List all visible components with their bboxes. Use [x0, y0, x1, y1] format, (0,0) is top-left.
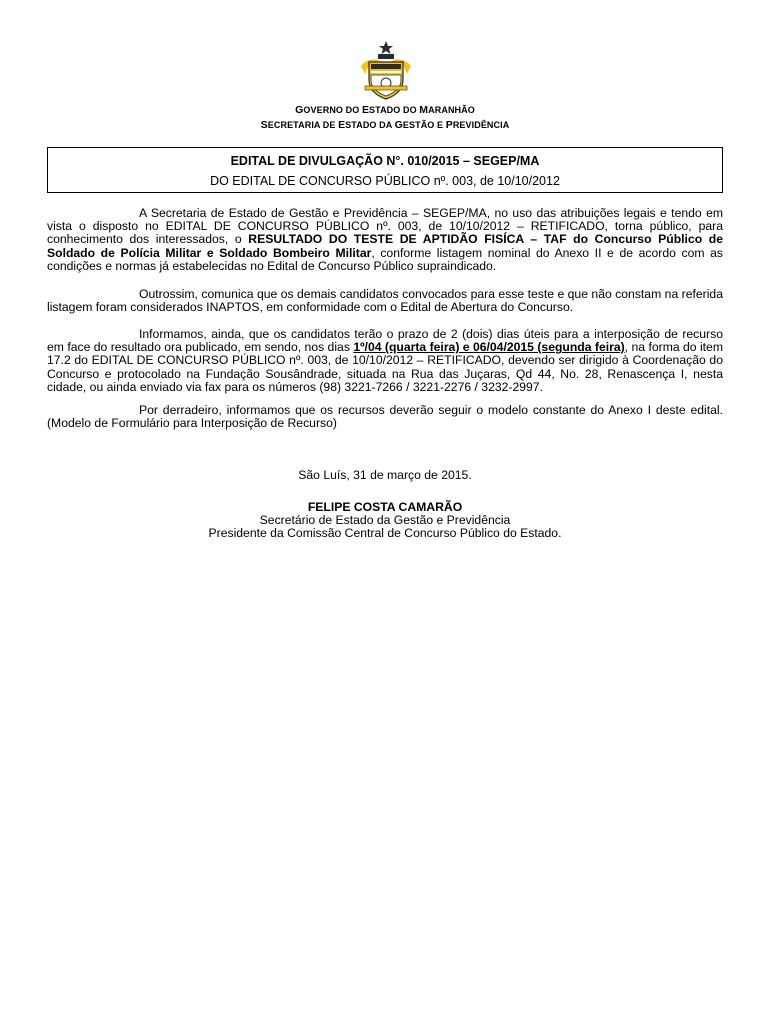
government-name: GOVERNO DO ESTADO DO MARANHÃO: [295, 104, 475, 116]
place-date: São Luís, 31 de março de 2015.: [298, 468, 472, 482]
edital-title: EDITAL DE DIVULGAÇÃO N°. 010/2015 – SEGEP/MA: [230, 154, 540, 168]
paragraph-recurso: Informamos, ainda, que os candidatos terão o prazo de 2 (dois) dias úteis para a interposição de recurso em face do resultado ora publicado, em sendo, nos dias 1º/04 (quarta feira) e 06/04/2015 (segunda feira), na forma do item 17.2 do EDITAL DE CONCURSO PÚBLICO nº. 003, de 10/10/2012 – RETIFICADO, devendo ser dirigido à Coordenação do Concurso e protocolado na Fundação Sousândrade, situada na Rua das Juçaras, Qd 44, No. 28, Renascença I, nesta cidade, ou ainda enviado via fax para os números (98) 3221-7266 / 3221-2276 / 3232-2997.: [47, 327, 723, 394]
signer-role-1: Secretário de Estado da Gestão e Previdência: [259, 513, 511, 527]
recurso-dates: 1º/04 (quarta feira) e 06/04/2015 (segunda feira): [353, 340, 625, 355]
signer-name: FELIPE COSTA CAMARÃO: [307, 500, 463, 514]
paragraph-modelo: Por derradeiro, informamos que os recursos deverão seguir o modelo constante do Anexo I deste edital. (Modelo de Formulário para Interposição de Recurso): [47, 403, 723, 431]
edital-title-box: [47, 147, 723, 193]
edital-subtitle: DO EDITAL DE CONCURSO PÚBLICO nº. 003, de 10/10/2012: [210, 174, 560, 188]
paragraph-result: A Secretaria de Estado de Gestão e Previdência – SEGEP/MA, no uso das atribuições legais e tendo em vista o disposto no EDITAL DE CONCURSO PÚBLICO nº. 003, de 10/10/2012 – RETIFICADO, torna público, para conhecimento dos interessados, o RESULTADO DO TESTE DE APTIDÃO FISÍCA – TAF do Concurso Público de Soldado de Polícia Militar e Soldado Bombeiro Militar, conforme listagem nominal do Anexo II e de acordo com as condições e normas já estabelecidas no Edital de Concurso Público supraindicado.: [47, 206, 723, 273]
secretariat-name: SECRETARIA DE ESTADO DA GESTÃO E PREVIDÊNCIA: [260, 119, 510, 131]
state-seal-logo: [357, 40, 415, 102]
paragraph-inaptos: Outrossim, comunica que os demais candidatos convocados para esse teste e que não constam na referida listagem foram considerados INAPTOS, em conformidade com o Edital de Abertura do Concurso.: [47, 287, 723, 315]
signer-role-2: Presidente da Comissão Central de Concurso Público do Estado.: [208, 526, 562, 540]
result-bold-text: RESULTADO DO TESTE DE APTIDÃO FISÍCA – TAF do Concurso Público de Soldado de Polícia Militar e Soldado Bombeiro Militar: [47, 232, 723, 260]
